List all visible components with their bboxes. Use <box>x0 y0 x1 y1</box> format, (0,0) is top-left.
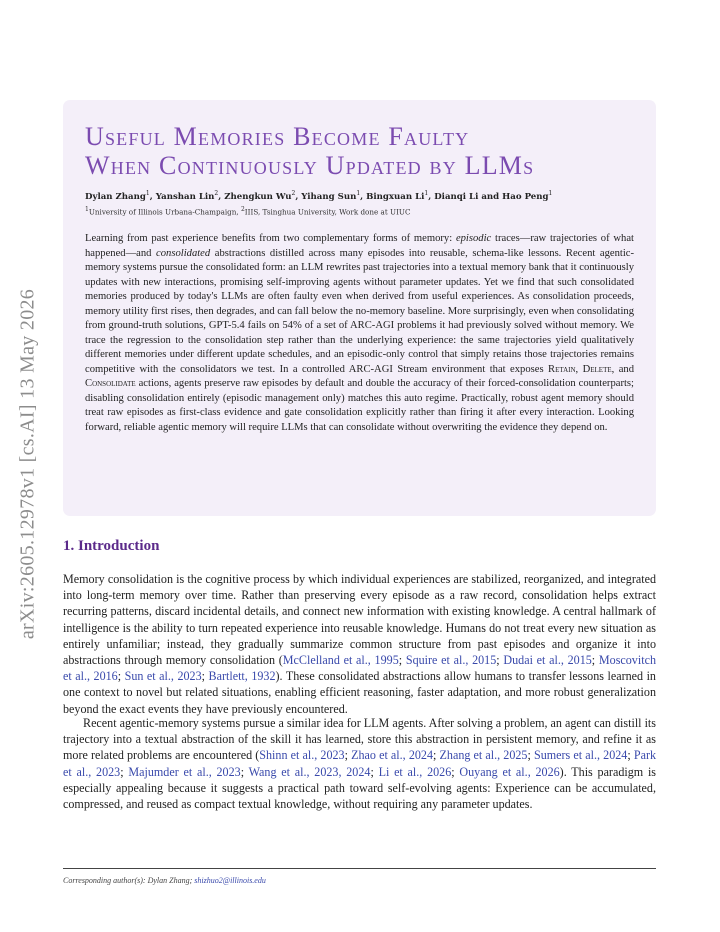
corresponding-author-label: Corresponding author(s): Dylan Zhang; <box>63 876 195 885</box>
citation-separator: ; <box>591 653 599 668</box>
corresponding-author-note <box>63 876 266 885</box>
citation-link[interactable]: Squire et al., 2015 <box>405 653 497 668</box>
citation-separator: ; <box>496 653 504 668</box>
author-affiliation-mark: 1 <box>356 190 361 197</box>
abstract <box>85 232 634 435</box>
affiliation-mark: 1 <box>85 205 89 213</box>
citation-link[interactable]: Shinn et al., 2023 <box>259 748 345 763</box>
abstract-text: actions, agents preserve raw episodes by default and double the accuracy of their forced-consolidation counterparts; disabling consolidation entirely (episodic management only) matches this auto regime. Practically, robust agent memory should treat raw episodes as first-class evidence and gate consolidation explicitly rather than firing it after every interaction. Looking forward, reliable agentic memory will require LLMs that can consolidate without overwriting the evidence they depend on. <box>85 378 634 433</box>
arxiv-identifier-text: arXiv:2605.12978v1 [cs.AI] 13 May 2026 <box>16 288 39 640</box>
author-affiliation-mark: 1 <box>145 190 150 197</box>
citation-link[interactable]: Ouyang et al., 2026 <box>459 764 560 779</box>
citation-separator: ; <box>451 764 460 779</box>
citation-link[interactable]: Moscovitch et al., 2016 <box>63 653 656 684</box>
author-separator: , <box>295 191 302 202</box>
abstract-text: abstractions distilled across many episodes into reusable, schema-like lessons. Recent agentic-memory systems pursue the consolidated form: an LLM rewrites past trajectories into a textual memory bank that it continuously updates with new interactions, promising self-improving agents without parameter updates. Yet we find that such consolidated memories produced by today's LLMs are often faulty even when derived from useful experiences. As consolidation proceeds, memory utility first rises, then degrades, and can fall below the no-memory baseline. More surprisingly, even when consolidating from ground-truth solutions, GPT-5.4 fails on 54% of a set of ARC-AGI problems it had previously solved without memory. We trace the regression to the consolidation step rather than the underlying experience: the same trajectories yield qualitatively different memories under different update schedules, and an episodic-only control that simply retains those trajectories remains competitive with the consolidators we test. In a controlled ARC-AGI Stream environment that exposes <box>85 247 634 375</box>
author-separator: , <box>428 191 435 202</box>
author-affiliation-mark: 2 <box>214 190 219 197</box>
author-separator: , <box>149 191 156 202</box>
citation-link[interactable]: Zhao et al., 2024 <box>351 748 434 763</box>
citation-separator: ; <box>240 764 249 779</box>
citation-link[interactable]: Bartlett, 1932 <box>208 669 276 684</box>
citation-separator: ; <box>201 669 209 684</box>
citation-separator: ; <box>117 669 125 684</box>
author: Yanshan Lin <box>155 191 215 202</box>
abstract-emphasis: consolidated <box>156 247 211 259</box>
abstract-text: , <box>575 363 583 375</box>
citation-link[interactable]: Sumers et al., 2024 <box>533 748 628 763</box>
author-separator: and <box>478 191 503 202</box>
section-heading-introduction: 1. Introduction <box>63 538 160 554</box>
author-separator: , <box>360 191 367 202</box>
citation-separator: ; <box>344 748 352 763</box>
author: Yihang Sun <box>301 191 357 202</box>
author: Dylan Zhang <box>85 191 146 202</box>
author-affiliation-mark: 1 <box>424 190 429 197</box>
affiliation-mark: 2 <box>240 205 245 213</box>
author: Zhengkun Wu <box>224 191 292 202</box>
citation-link[interactable]: Li et al., 2026 <box>378 764 452 779</box>
action-name-delete: Delete <box>582 363 612 375</box>
citation-link[interactable]: Dudai et al., 2015 <box>503 653 592 668</box>
affiliation-text: University of Illinois Urbana-Champaign, <box>88 207 241 217</box>
paragraph-text: Memory consolidation is the cognitive process by which individual experiences are stabilized, reorganized, and integrated into long-term memory over time. Rather than preserving every episode as a raw record, consolidation helps extract recurring patterns, discard incidental details, and connect new information with existing knowledge. A central hallmark of intelligence is the ability to turn repeated experience into reusable knowledge. Humans do not treat every new situation as entirely unfamiliar; instead, they gradually summarize common structure from past episodes and organize it into abstractions through memory consolidation ( <box>63 572 656 668</box>
author: Bingxuan Li <box>366 191 425 202</box>
abstract-emphasis: episodic <box>455 233 492 245</box>
citation-link[interactable]: Zhang et al., 2025 <box>439 748 528 763</box>
paper-title-line-2: When Continuously Updated by LLMs <box>85 151 535 180</box>
citation-link[interactable]: Park et al., 2023 <box>63 748 657 779</box>
email-link[interactable]: shizhuo2@illinois.edu <box>194 876 266 885</box>
citation-link[interactable]: Wang et al., 2023, 2024 <box>248 764 371 779</box>
paper-title <box>85 122 634 180</box>
affiliation-text: IIIS, Tsinghua University, Work done at UIUC <box>244 207 411 217</box>
citation-link[interactable]: Majumder et al., 2023 <box>128 764 241 779</box>
citation-separator: ; <box>433 748 440 763</box>
paragraph-text: ). These consolidated abstractions allow humans to transfer lessons learned in one context to novel but related situations, enabling efficient reasoning, faster adaptation, and more robust generalization beyond the exact events they have previously encountered. <box>63 669 656 716</box>
paragraph-text: ). This paradigm is especially appealing because it suggests a practical path toward self-evolving agents: Experience can be accumulated, compressed, and reused as compact textual knowledge, without requiring any parameter updates. <box>63 764 657 812</box>
author-list <box>85 188 634 203</box>
abstract-text: traces—raw trajectories of what happened—and <box>85 233 634 259</box>
intro-paragraph-2 <box>63 715 656 812</box>
citation-separator: ; <box>627 748 634 763</box>
author-affiliation-mark: 2 <box>291 190 296 197</box>
citation-separator: ; <box>120 764 129 779</box>
author: Dianqi Li <box>434 191 479 202</box>
footnote-divider <box>63 868 656 869</box>
intro-paragraph-1 <box>63 571 656 717</box>
citation-link[interactable]: McClelland et al., 1995 <box>282 653 399 668</box>
paragraph-text: Recent agentic-memory systems pursue a similar idea for LLM agents. After solving a problem, an agent can distill its trajectory into a textual abstraction of the skill it has learned, store this abstraction in persistent memory, and refine it as more related problems are encountered ( <box>63 716 656 763</box>
citation-link[interactable]: Sun et al., 2023 <box>124 669 202 684</box>
citation-separator: ; <box>370 764 379 779</box>
author-affiliation-mark: 1 <box>548 190 553 197</box>
arxiv-identifier <box>16 256 40 672</box>
title-abstract-box <box>63 100 656 516</box>
affiliations <box>85 205 634 216</box>
abstract-text: Learning from past experience benefits from two complementary forms of memory: <box>85 233 456 245</box>
author: Hao Peng <box>502 191 549 202</box>
action-name-consolidate: Consolidate <box>85 378 136 390</box>
citation-separator: ; <box>398 653 406 668</box>
paper-title-line-1: Useful Memories Become Faulty <box>85 122 470 151</box>
action-name-retain: Retain <box>548 363 576 375</box>
author-separator: , <box>218 191 225 202</box>
citation-separator: ; <box>527 748 534 763</box>
abstract-text: , and <box>611 363 634 375</box>
